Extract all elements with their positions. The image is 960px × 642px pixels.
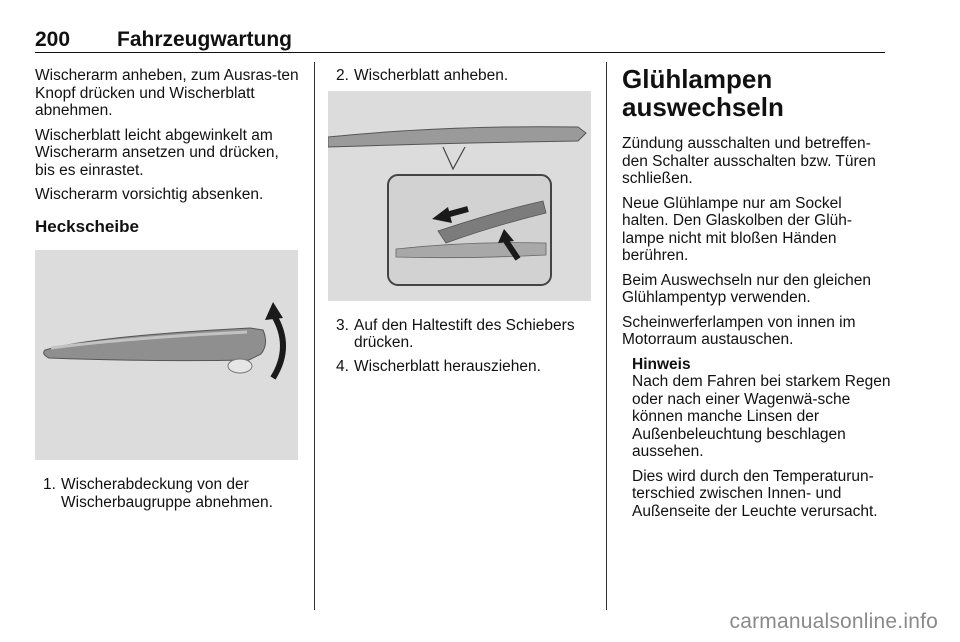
arrow-up-icon: [265, 302, 283, 320]
list-item: [35, 476, 300, 511]
note-text: Dies wird durch den Temperaturun-terschied zwischen Innen- und Außenseite der Leuchte verursacht.: [632, 467, 878, 520]
steps-list: [35, 476, 300, 511]
paragraph: Beim Auswechseln nur den gleichen Glühlampentyp verwenden.: [622, 271, 872, 306]
steps-list: [328, 317, 593, 376]
wiper-arm-drawing: [35, 250, 298, 460]
section-heading: Heckscheibe: [35, 216, 139, 236]
list-item: [328, 67, 593, 85]
page-header: [35, 28, 885, 53]
column-3: [622, 65, 892, 527]
paragraph: Zündung ausschalten und betreffen-den Schalter ausschalten bzw. Türen schließen.: [622, 135, 876, 187]
steps-list: [328, 67, 593, 85]
step-text: Auf den Haltestift des Schiebers drücken.: [354, 316, 575, 351]
column-1: [35, 67, 300, 517]
step-number: 3.: [336, 316, 349, 334]
step-text: Wischerblatt anheben.: [354, 67, 509, 84]
note-box: [632, 356, 892, 521]
step-number: 1.: [43, 476, 56, 493]
page-number: 200: [35, 28, 71, 51]
note-text: Nach dem Fahren bei starkem Regen oder nach einer Wagenwä-sche können manche Linsen der Außenbeleuchtung beschlagen aussehen.: [632, 373, 891, 460]
paragraph: Neue Glühlampe nur am Sockel halten. Den Glaskolben der Glüh-lampe nicht mit bloßen Händen berühren.: [622, 194, 853, 264]
paragraph: Scheinwerferlampen von innen im Motorraum austauschen.: [622, 313, 856, 348]
step-text: Wischerabdeckung von der Wischerbaugruppe abnehmen.: [61, 476, 273, 511]
column-2: [328, 67, 593, 381]
wiper-blade-illustration: [328, 91, 591, 301]
step-number: 2.: [336, 67, 349, 84]
column-divider: [606, 62, 607, 610]
list-item: [328, 358, 593, 376]
list-item: [328, 317, 593, 352]
column-divider: [314, 62, 315, 610]
wiper-blade-drawing: [328, 91, 591, 301]
note-title: Hinweis: [632, 355, 691, 373]
watermark: carmanualsonline.info: [729, 610, 938, 633]
section-title: Glühlampen auswechseln: [622, 64, 784, 122]
chapter-title: Fahrzeugwartung: [117, 28, 293, 51]
paragraph: Wischerblatt leicht abgewinkelt am Wischerarm ansetzen und drücken, bis es einrastet.: [35, 126, 279, 179]
paragraph: Wischerarm vorsichtig absenken.: [35, 186, 264, 203]
step-number: 4.: [336, 357, 349, 375]
step-text: Wischerblatt herausziehen.: [354, 357, 541, 375]
paragraph: Wischerarm anheben, zum Ausras-ten Knopf drücken und Wischerblatt abnehmen.: [35, 67, 299, 119]
wiper-arm-illustration: [35, 250, 298, 460]
